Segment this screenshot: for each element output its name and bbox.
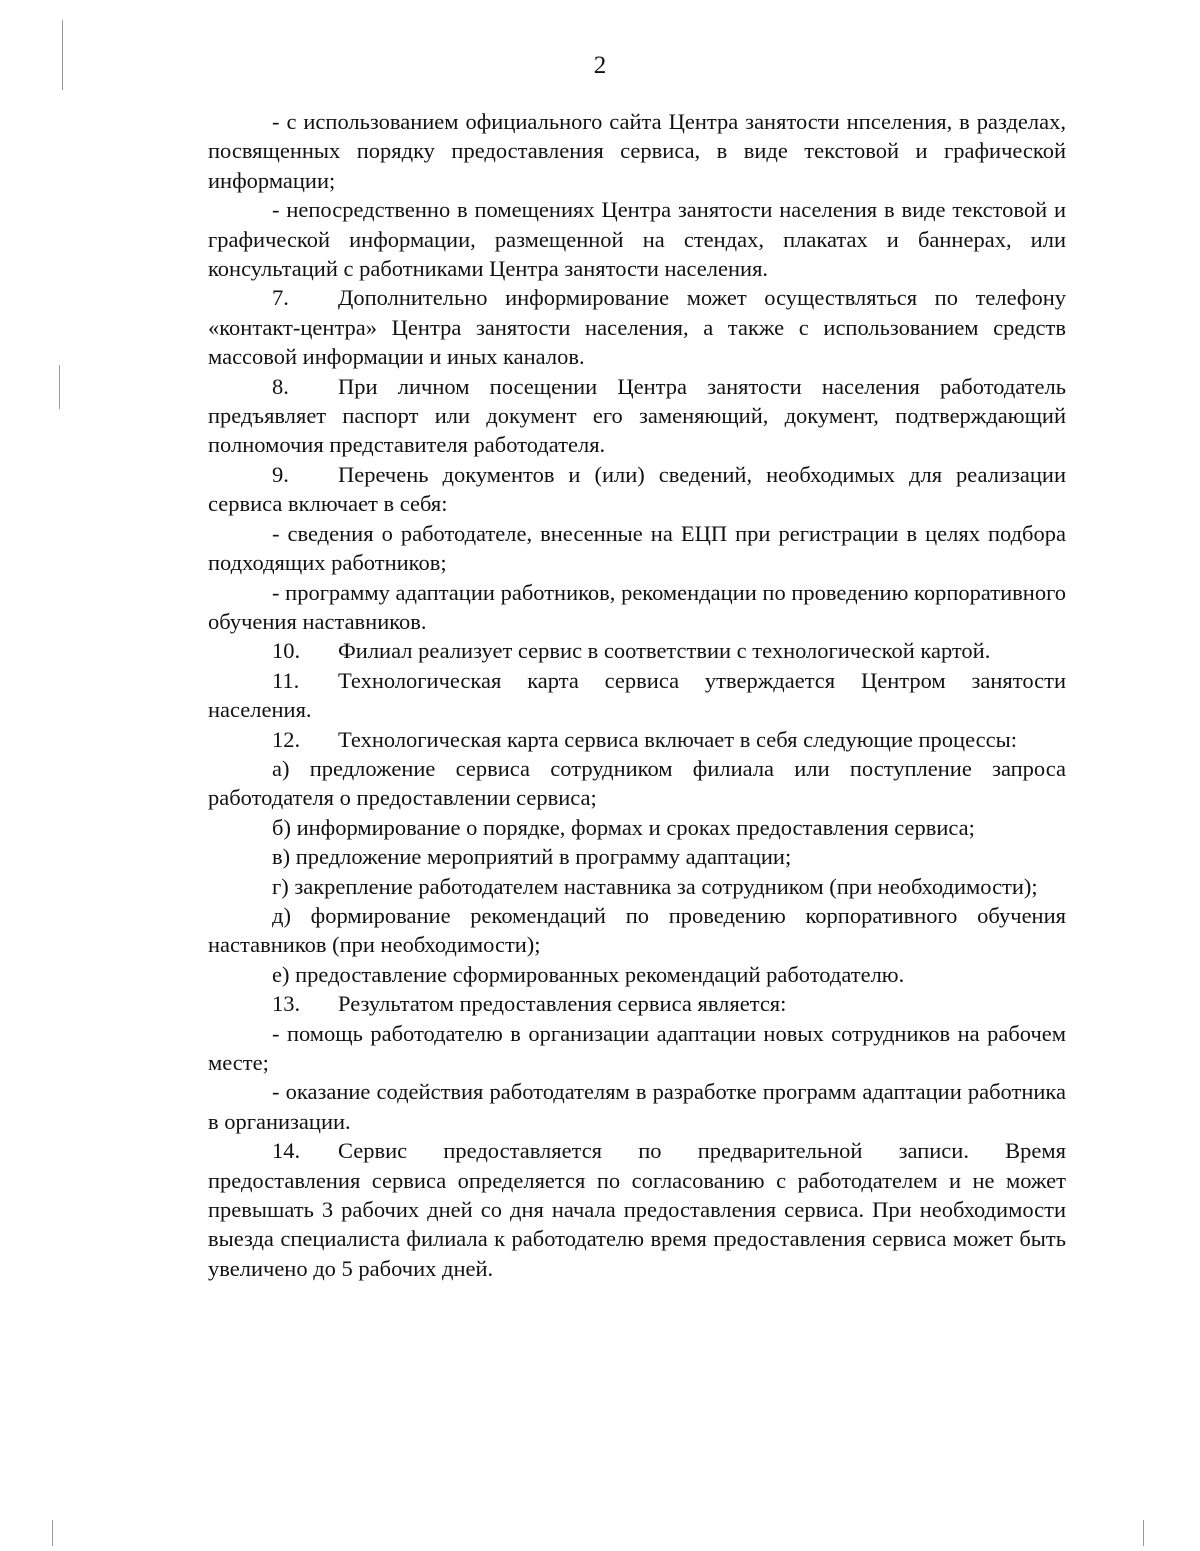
paragraph-text: б) информирование о порядке, формах и сроках предоставления сервиса; bbox=[272, 814, 975, 840]
scan-edge-mark bbox=[59, 365, 60, 409]
paragraph-text: Технологическая карта сервиса утверждается Центром занятости населения. bbox=[208, 667, 1066, 723]
paragraph-text: Филиал реализует сервис в соответствии с технологической картой. bbox=[338, 638, 991, 664]
paragraph-text: Перечень документов и (или) сведений, необходимых для реализации сервиса включает в себя: bbox=[208, 461, 1066, 517]
paragraph bbox=[208, 283, 1066, 371]
paragraph-text: Сервис предоставляется по предварительной записи. Время предоставления сервиса определяется по согласованию с работодателем и не может превышать 3 рабочих дней со дня начала предоставления сервиса. При необходимости выезда специалиста филиала к работодателю время предоставления сервиса может быть увеличено до 5 рабочих дней. bbox=[208, 1138, 1066, 1281]
paragraph-text: - сведения о работодателе, внесенные на ЕЦП при регистрации в целях подбора подходящих работников; bbox=[208, 520, 1066, 576]
paragraph bbox=[208, 1077, 1066, 1136]
paragraph-text: Дополнительно информирование может осуществляться по телефону «контакт-центра» Центра занятости населения, а также с использованием средств массовой информации и иных каналов. bbox=[208, 285, 1066, 370]
paragraph bbox=[208, 842, 1066, 871]
paragraph-number: 8. bbox=[272, 373, 289, 399]
paragraph bbox=[208, 813, 1066, 842]
paragraph bbox=[208, 872, 1066, 901]
paragraph-text: - помощь работодателю в организации адаптации новых сотрудников на рабочем месте; bbox=[208, 1020, 1066, 1075]
paragraph bbox=[208, 195, 1066, 283]
paragraph-number: 11. bbox=[272, 667, 300, 693]
paragraph bbox=[208, 989, 1066, 1018]
paragraph-text: г) закрепление работодателем наставника за сотрудником (при необходимости); bbox=[272, 873, 1038, 899]
paragraph-number: 14. bbox=[272, 1138, 301, 1164]
paragraph-text: - непосредственно в помещениях Центра занятости населения в виде текстовой и графической информации, размещенной на стендах, плакатах и баннерах, или консультаций с работниками Центра занятости населения. bbox=[208, 197, 1066, 282]
paragraph bbox=[208, 372, 1066, 460]
paragraph bbox=[208, 1019, 1066, 1078]
paragraph bbox=[208, 754, 1066, 813]
page-number: 2 bbox=[593, 52, 607, 79]
scan-edge-mark bbox=[52, 1520, 53, 1546]
paragraph bbox=[208, 636, 1066, 665]
paragraph-number: 13. bbox=[272, 991, 301, 1017]
paragraph-text: д) формирование рекомендаций по проведению корпоративного обучения наставников (при необходимости); bbox=[208, 902, 1066, 958]
paragraph bbox=[208, 901, 1066, 960]
paragraph-text: При личном посещении Центра занятости населения работодатель предъявляет паспорт или документ его заменяющий, документ, подтверждающий полномочия представителя работодателя. bbox=[208, 373, 1066, 458]
paragraph bbox=[208, 519, 1066, 578]
paragraph bbox=[208, 725, 1066, 754]
document-body bbox=[208, 107, 1066, 1283]
paragraph-number: 9. bbox=[272, 461, 289, 487]
paragraph-text: - с использованием официального сайта Центра занятости нпселения, в разделах, посвященных порядку предоставления сервиса, в виде текстовой и графической информации; bbox=[208, 109, 1066, 193]
paragraph-text: Результатом предоставления сервиса является: bbox=[338, 991, 787, 1017]
paragraph-number: 12. bbox=[272, 726, 301, 752]
paragraph-text: - оказание содействия работодателям в разработке программ адаптации работника в организации. bbox=[208, 1079, 1066, 1134]
scan-edge-mark bbox=[1143, 1520, 1144, 1546]
paragraph-text: е) предоставление сформированных рекомендаций работодателю. bbox=[272, 961, 905, 987]
paragraph bbox=[208, 107, 1066, 195]
paragraph-text: Технологическая карта сервиса включает в себя следующие процессы: bbox=[338, 726, 1017, 752]
paragraph bbox=[208, 460, 1066, 519]
paragraph-text: - программу адаптации работников, рекомендации по проведению корпоративного обучения наставников. bbox=[208, 579, 1066, 634]
paragraph bbox=[208, 666, 1066, 725]
paragraph-number: 10. bbox=[272, 638, 301, 664]
paragraph-number: 7. bbox=[272, 285, 289, 311]
paragraph bbox=[208, 960, 1066, 989]
paragraph bbox=[208, 578, 1066, 637]
paragraph-text: а) предложение сервиса сотрудником филиала или поступление запроса работодателя о предоставлении сервиса; bbox=[208, 755, 1066, 811]
paragraph-text: в) предложение мероприятий в программу адаптации; bbox=[272, 844, 792, 870]
paragraph bbox=[208, 1136, 1066, 1283]
